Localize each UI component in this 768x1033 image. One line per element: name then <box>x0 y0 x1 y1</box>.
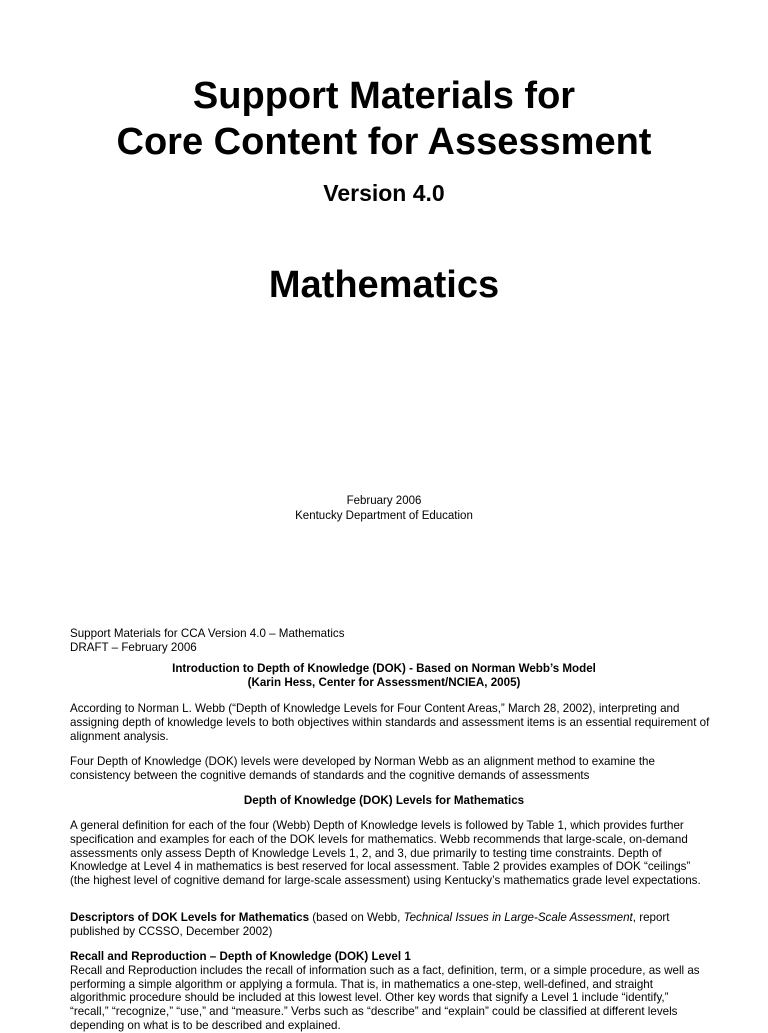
descriptors-text-after: , report published by CCSSO, December 2002) <box>70 911 670 938</box>
cover-title <box>0 73 768 165</box>
dok-levels-paragraph: A general definition for each of the four (Webb) Depth of Knowledge levels is followed by Table 1, which provides further specification and examples for each of the DOK levels for mathematics. Webb recommends that large-scale, on-demand assessments only assess Depth of Knowledge Levels 1, 2, and 3, due primarily to testing time constraints. Depth of Knowledge at Level 4 in mathematics is best reserved for local assessment. Table 2 provides examples of DOK “ceilings” (the highest level of cognitive demand for large-scale assessment) using Kentucky’s mathematics grade level expectations. <box>70 819 701 888</box>
descriptors-text-before: (based on Webb, <box>309 911 404 924</box>
cover-organization: Kentucky Department of Education <box>295 510 473 522</box>
dok-levels-heading: Depth of Knowledge (DOK) Levels for Mathematics <box>243 794 525 807</box>
descriptors-label: Descriptors of DOK Levels for Mathematics <box>70 911 310 924</box>
intro-paragraph-1: According to Norman L. Webb (“Depth of Knowledge Levels for Four Content Areas,” March 28, 2002), interpreting and assigning depth of knowledge levels to both objectives within standards and assessment items is an essential requirement of alignment analysis. <box>70 702 710 743</box>
cover-date: February 2006 <box>346 495 422 507</box>
intro-heading-line-2: (Karin Hess, Center for Assessment/NCIEA, 2005) <box>247 676 521 689</box>
running-header-line-2: DRAFT – February 2006 <box>70 640 197 654</box>
cover-title-line-1: Support Materials for <box>192 75 576 117</box>
running-header-line-1: Support Materials for CCA Version 4.0 – Mathematics <box>70 627 345 640</box>
cover-subject: Mathematics <box>268 264 500 306</box>
cover-version: Version 4.0 <box>323 180 445 206</box>
cover-title-line-2: Core Content for Assessment <box>116 121 652 163</box>
intro-paragraph-2: Four Depth of Knowledge (DOK) levels were developed by Norman Webb as an alignment method to examine the consistency between the cognitive demands of standards and the cognitive demands of assessments <box>70 755 655 782</box>
intro-heading-line-1: Introduction to Depth of Knowledge (DOK) - Based on Norman Webb’s Model <box>172 662 596 675</box>
running-header <box>70 627 710 655</box>
level1-paragraph: Recall and Reproduction includes the recall of information such as a fact, definition, term, or a simple procedure, as well as performing a simple algorithm or applying a formula. That is, in mathematics a one-step, well-defined, and straight algorithmic procedure should be included at this lowest level. Other key words that signify a Level 1 include “identify,” “recall,” “recognize,” “use,” and “measure.” Verbs such as “describe” and “explain” could be classified at different levels depending on what is to be described and explained. <box>70 963 700 1032</box>
intro-heading <box>0 662 768 690</box>
descriptors-paragraph <box>70 911 710 939</box>
cover-date-block <box>0 494 768 524</box>
level1-heading: Recall and Reproduction – Depth of Knowledge (DOK) Level 1 <box>70 950 411 963</box>
descriptors-report-title: Technical Issues in Large-Scale Assessment <box>403 911 633 924</box>
level1-section <box>70 950 710 1033</box>
